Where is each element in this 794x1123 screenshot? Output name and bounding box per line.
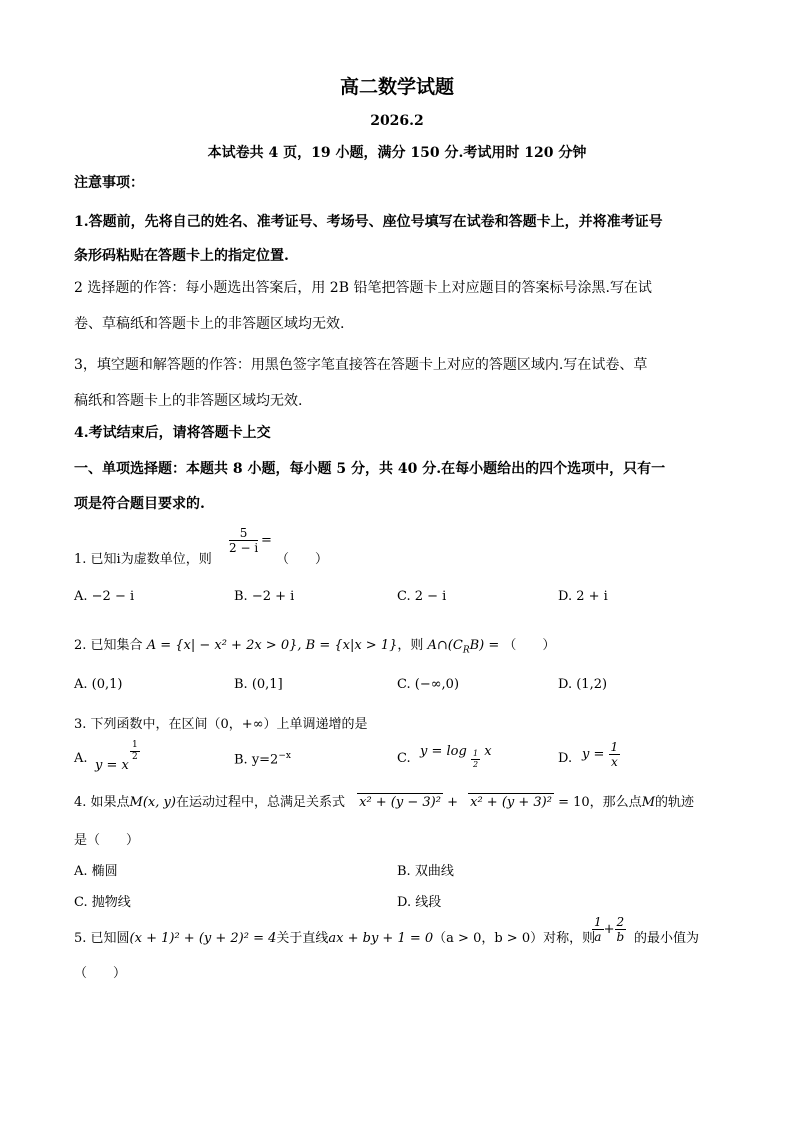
q1-eq: =	[261, 533, 272, 548]
q4-option-d: D. 线段	[397, 895, 442, 910]
q5-stem3: 对称，则	[543, 931, 596, 946]
q2-line	[74, 634, 555, 656]
q1-option-d: D. 2 + i	[558, 589, 608, 604]
section1-line2: 项是符合题目要求的.	[74, 496, 205, 512]
q3-option-a-label: A.	[74, 751, 88, 766]
q3-option-c-expr	[420, 744, 492, 769]
q4-stem1: 4. 如果点	[74, 795, 130, 810]
q3-stem: 3. 下列函数中，在区间（0，+∞）上单调递增的是	[74, 717, 368, 732]
q4-stem2: 在运动过程中，总满足关系式	[175, 795, 345, 810]
q5-stem1: 5. 已知圆	[74, 931, 130, 946]
q4-point: M(x, y)	[129, 795, 176, 810]
q3-c-base-den: 2	[472, 760, 479, 769]
q2-option-b: B. (0,1]	[234, 677, 283, 692]
q4-radical-1: x² + (y − 3)²	[359, 795, 441, 810]
q1-stem-text: 1. 已知i为虚数单位，则	[74, 552, 212, 567]
q5-stem2: 关于直线	[276, 931, 329, 946]
page-title: 高二数学试题	[339, 76, 454, 98]
q4-line2: 是（ ）	[74, 833, 140, 848]
q5-stem4: 的最小值为	[634, 931, 700, 946]
q5-plus: +	[603, 922, 615, 937]
q1-frac-den: 2 − i	[229, 541, 259, 555]
q3-c-var: x	[484, 744, 492, 759]
q2-option-d: D. (1,2)	[558, 677, 608, 692]
q3-a-exp-num: 1	[132, 740, 138, 750]
q2-stem: 2. 已知集合	[74, 638, 143, 653]
note-1a: 1.答题前，先将自己的姓名、准考证号、考场号、座位号填写在试卷和答题卡上，并将准考证号	[74, 214, 663, 230]
exam-info: 本试卷共 4 页，19 小题，满分 150 分.考试用时 120 分钟	[207, 145, 587, 161]
q5-cond: （a > 0，b > 0）	[433, 931, 544, 946]
q2-sets: A = {x| − x² + 2x > 0}, B = {x|x > 1}	[146, 638, 398, 653]
q2-expr-b: B) =	[469, 638, 500, 653]
q3-option-a-expr: y = x	[95, 758, 129, 773]
q3-c-log: y = log	[420, 744, 467, 759]
q3-option-d-expr	[582, 741, 620, 768]
q4-m: M	[641, 795, 655, 810]
q3-c-base-num: 1	[472, 749, 479, 758]
q5-line-eq: ax + by + 1 = 0	[328, 931, 434, 946]
q5-line2: （ ）	[74, 966, 127, 981]
q1-frac-num: 5	[229, 527, 258, 541]
section1-line1: 一、单项选择题：本题共 8 小题，每小题 5 分，共 40 分.在每小题给出的四个选项中，只有一	[74, 461, 666, 477]
q3-option-b-base: B. y=2	[234, 752, 279, 768]
q1-paren: （ ）	[276, 552, 329, 567]
q2-sub: R	[462, 645, 470, 656]
q2-expr-a: A∩(C	[427, 638, 463, 653]
q4-option-c: C. 抛物线	[74, 895, 131, 910]
q4-option-a: A. 椭圆	[74, 864, 118, 879]
q4-line1	[74, 791, 694, 810]
q4-eq: = 10	[558, 795, 590, 810]
note-2b: 卷、草稿纸和答题卡上的非答题区域均无效.	[74, 316, 345, 332]
q3-d-y: y =	[582, 747, 605, 762]
q5-f2-den: b	[616, 930, 625, 944]
q1-stem	[74, 548, 212, 567]
q4-plus: +	[447, 795, 458, 810]
q1-option-b: B. −2 + i	[234, 589, 295, 604]
exam-date: 2026.2	[370, 113, 424, 129]
q4-stem3: ，那么点	[589, 795, 642, 810]
q2-paren: （ ）	[503, 638, 556, 653]
q3-option-c-label: C.	[397, 751, 411, 766]
note-1b: 条形码粘贴在答题卡上的指定位置.	[74, 248, 289, 264]
q4-option-b: B. 双曲线	[397, 864, 454, 879]
note-3a: 3，填空题和解答题的作答：用黑色签字笔直接答在答题卡上对应的答题区域内.写在试卷、草	[74, 357, 648, 373]
note-3b: 稿纸和答题卡上的非答题区域均无效.	[74, 393, 303, 409]
q3-option-a-exponent	[130, 741, 140, 762]
q1-fraction	[229, 527, 258, 554]
q1-option-a: A. −2 − i	[74, 589, 135, 604]
q5-f1-num: 1	[594, 915, 602, 929]
q2-option-c: C. (−∞,0)	[397, 677, 460, 692]
q5-fraction-expr	[592, 916, 626, 943]
q5-f2-num: 2	[616, 915, 625, 929]
q2-mid: ，则	[397, 638, 424, 653]
q3-option-b-exp: −x	[278, 751, 291, 761]
notes-heading: 注意事项：	[74, 175, 144, 191]
q3-a-exp-den: 2	[132, 752, 138, 762]
q1-option-c: C. 2 − i	[397, 589, 447, 604]
note-2a: 2 选择题的作答：每小题选出答案后，用 2B 铅笔把答题卡上对应题目的答案标号涂黑.写在试	[74, 280, 652, 296]
q3-option-b	[234, 751, 291, 767]
q2-option-a: A. (0,1)	[74, 677, 123, 692]
q5-circle: (x + 1)² + (y + 2)² = 4	[129, 931, 277, 946]
q5-f1-den: a	[594, 930, 602, 944]
note-4: 4.考试结束后，请将答题卡上交	[74, 425, 271, 441]
q2-expr	[427, 638, 500, 656]
q5-line1	[74, 927, 595, 946]
q4-radical-2: x² + (y + 3)²	[470, 795, 552, 810]
q3-option-d-label: D.	[558, 751, 573, 766]
q4-stem4: 的轨迹	[655, 795, 695, 810]
q3-d-num: 1	[610, 740, 619, 754]
q3-d-den: x	[610, 755, 618, 769]
